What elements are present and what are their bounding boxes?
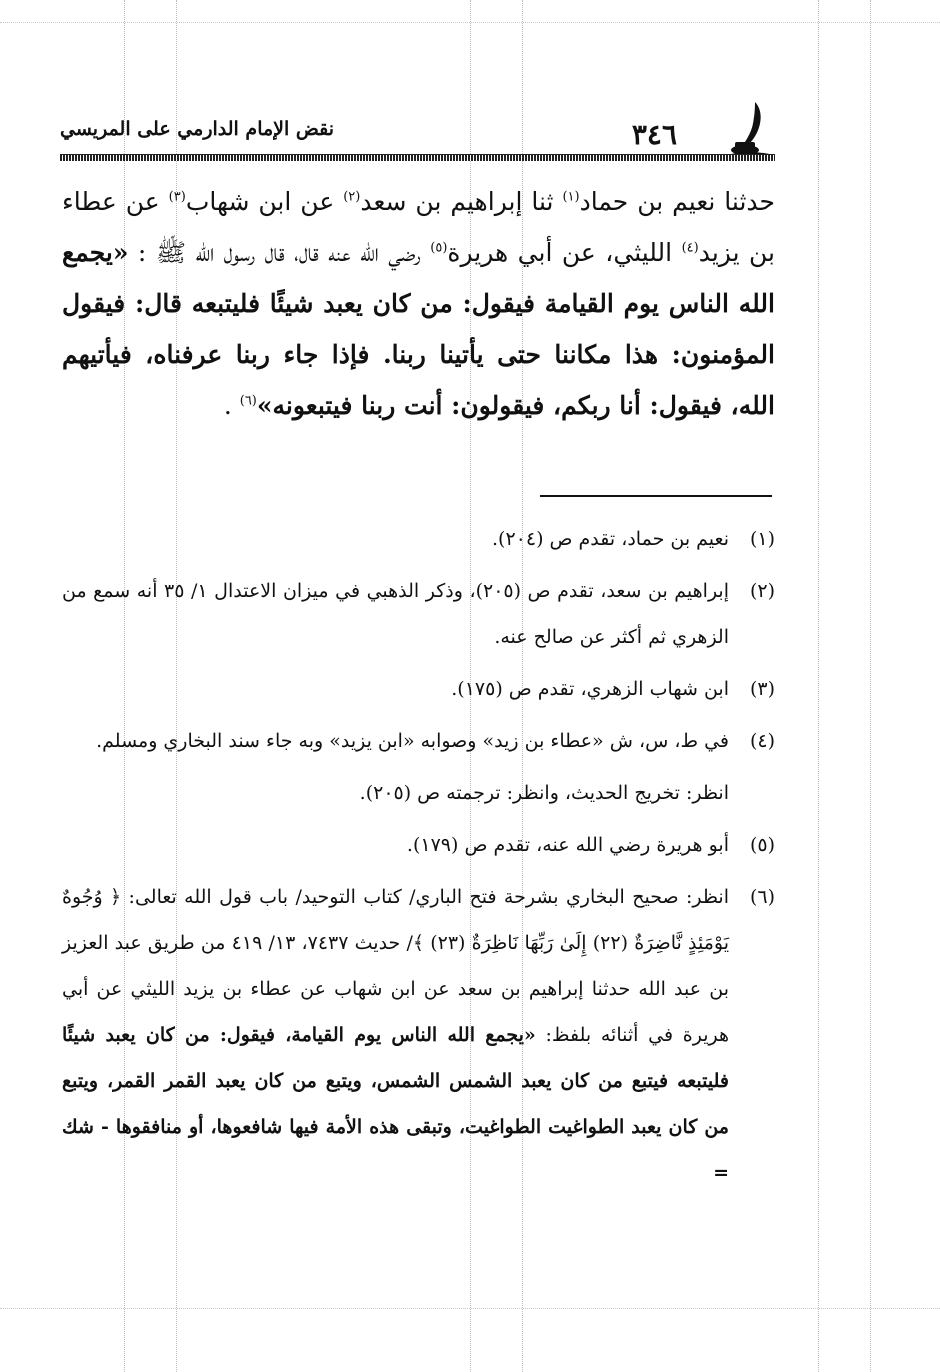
quill-inkwell-icon: [725, 98, 775, 158]
footnote-item: [62, 822, 775, 868]
footnote-text: في ط، س، ش «عطاء بن زيد» وصوابه «ابن يزيد» وبه جاء سند البخاري ومسلم.: [96, 730, 729, 752]
book-title: نقض الإمام الدارمي على المريسي: [60, 118, 335, 140]
footnote-ref[interactable]: (٥): [430, 240, 448, 256]
footnote-continuation: انظر: تخريج الحديث، وانظر: ترجمته ص (٢٠٥).: [359, 782, 729, 804]
footnote-item: [62, 718, 775, 764]
isnad-text: عن ابن شهاب: [185, 187, 344, 216]
footnote-item: [62, 874, 775, 1196]
page-header: [60, 96, 775, 158]
footnote-text-plain: انظر: صحيح البخاري بشرحة فتح الباري/ كتاب التوحيد/ باب قول الله تعالى: ﴿ وُجُوهٌ يَوْمَئِذٍ نَّاضِرَةٌ (٢٢) إِلَىٰ رَبِّهَا نَاظِرَةٌ (٢٣) ﴾/ حديث ٧٤٣٧، ١٣/ ٤١٩ من طريق عبد العزيز بن عبد الله حدثنا إبراهيم بن سعد عن ابن شهاب عن عطاء بن يزيد الليثي عن أبي هريرة في أثنائه بلفظ:: [62, 886, 730, 1046]
footnote-item: [62, 666, 775, 712]
hadith-matn: «يجمع الله الناس يوم القيامة فيقول: من كان يعبد شيئًا فليتبعه قال: فيقول المؤمنون: هذا مكاننا حتى يأتينا ربنا. فإذا جاء ربنا عرفناه، فيأتيهم الله، فيقول: أنا ربكم، فيقولون: أنت ربنا فيتبعونه»: [62, 238, 775, 420]
footnote-number: (٤): [749, 730, 775, 752]
footnote-ref[interactable]: (٦): [239, 393, 257, 409]
header-divider: [60, 154, 775, 161]
footnote-ref[interactable]: (٢): [343, 189, 361, 205]
footnotes: [62, 516, 775, 1202]
footnote-text: إبراهيم بن سعد، تقدم ص (٢٠٥)، وذكر الذهبي في ميزان الاعتدال ١/ ٣٥ أنه سمع من الزهري ثم أكثر عن صالح عنه.: [62, 580, 729, 648]
footnote-text: نعيم بن حماد، تقدم ص (٢٠٤).: [492, 528, 729, 550]
isnad-text: الليثي، عن أبي هريرة: [447, 238, 682, 267]
footnote-ref[interactable]: (١): [562, 189, 580, 205]
isnad-text: رضي الله عنه قال، قال رسول الله ﷺ :: [128, 238, 431, 267]
footnote-number: (١): [749, 528, 775, 550]
footnote-number: (٣): [749, 678, 775, 700]
footnote-text: أبو هريرة رضي الله عنه، تقدم ص (١٧٩).: [406, 834, 729, 856]
footnote-text: [62, 874, 729, 1196]
isnad-text: .: [223, 391, 240, 420]
scan-guide: [0, 22, 940, 23]
scan-guide: [870, 0, 871, 1372]
footnote-text: ابن شهاب الزهري، تقدم ص (١٧٥).: [451, 678, 729, 700]
isnad-text: ثنا إبراهيم بن سعد: [360, 187, 563, 216]
hadith-text: [62, 176, 775, 431]
footnote-number: (٢): [749, 580, 775, 602]
footnote-ref[interactable]: (٤): [681, 240, 699, 256]
footnote-number: (٥): [749, 834, 775, 856]
page-number: ٣٤٦: [631, 118, 677, 151]
isnad-text: عن عطاء بن يزيد: [62, 187, 775, 267]
footnote-ref[interactable]: (٣): [168, 189, 186, 205]
scan-guide: [818, 0, 819, 1372]
footnote-item: [62, 516, 775, 562]
footnote-text-quote: «يجمع الله الناس يوم القيامة، فيقول: من كان يعبد شيئًا فليتبعه فيتبع من كان يعبد الشمس الشمس، ويتبع من كان يعبد القمر القمر، ويتبع من كان يعبد الطواغيت الطواغيت، وتبقى هذه الأمة فيها شافعوها، أو منافقوها - شك =: [62, 1024, 729, 1184]
footnote-separator: [540, 495, 772, 497]
isnad-text: حدثنا نعيم بن حماد: [579, 187, 775, 216]
footnote-item: [62, 568, 775, 660]
scan-guide: [0, 1308, 940, 1309]
footnote-number: (٦): [749, 886, 775, 908]
